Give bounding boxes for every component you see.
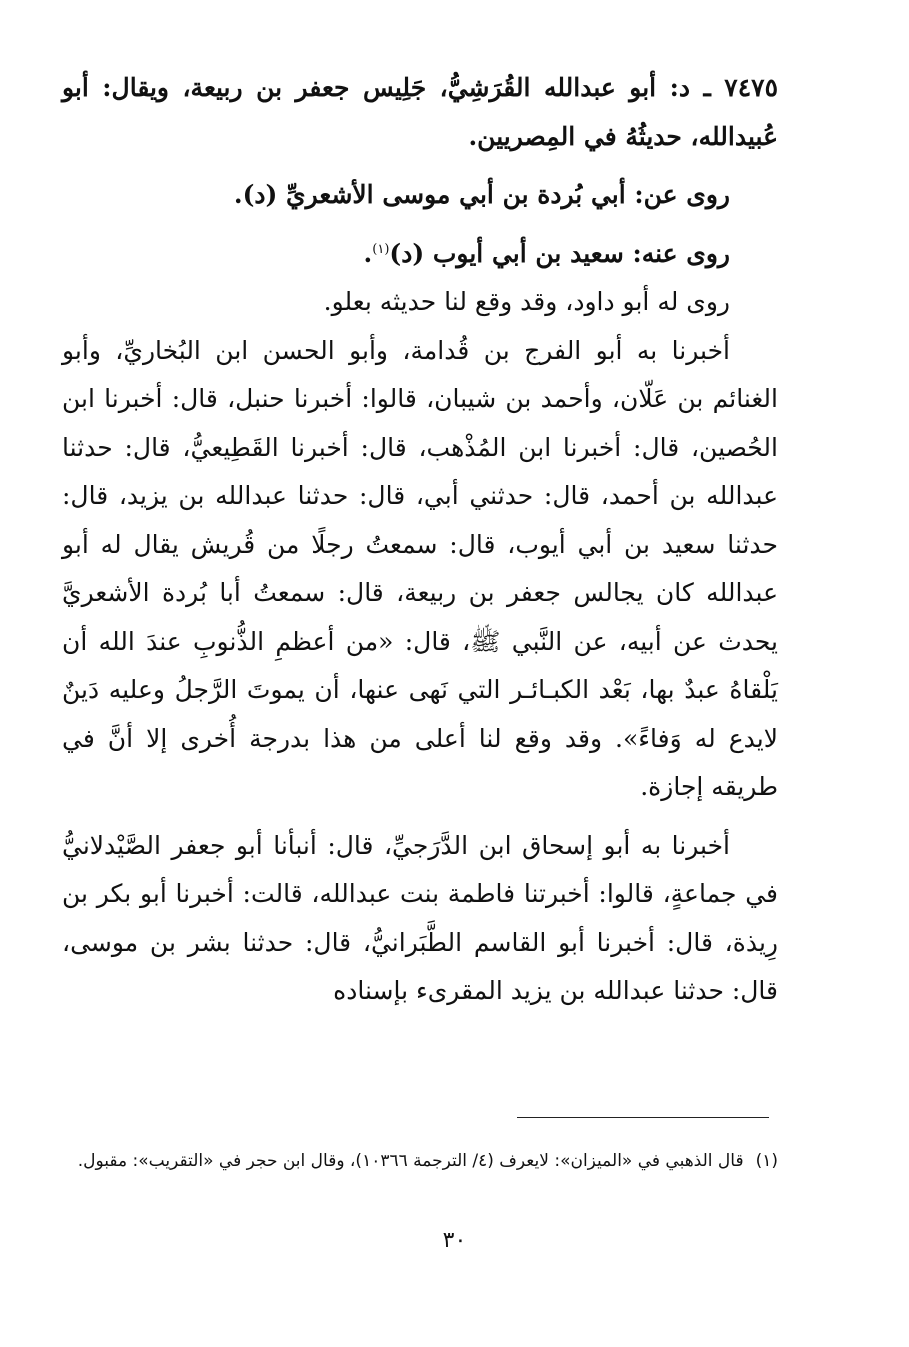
- footnote-text: قال الذهبي في «الميزان»: لايعرف (٤/ الترجمة ١٠٣٦٦)، وقال ابن حجر في «التقريب»: مقبول.: [77, 1151, 744, 1171]
- narrated-by-label: روى عنه:: [632, 238, 730, 268]
- chain-paragraph-1: أخبرنا به أبو الفرج بن قُدامة، وأبو الحسن ابن البُخاريِّ، وأبو الغنائم بن عَلّان، وأحمد بن شيبان، قالوا: أخبرنا حنبل، قال: أخبرنا ابن الحُصين، قال: أخبرنا ابن المُذْهب، قال: أخبرنا القَطِيعيُّ، قال: حدثنا عبدالله بن أحمد، قال: حدثني أبي، قال: حدثنا عبدالله بن يزيد، قال: حدثنا سعيد بن أبي أيوب، قال: سمعتُ رجلًا من قُريش يقال له أبو عبدالله كان يجالس جعفر بن ربيعة، قال: سمعتُ أبا بُردة الأشعريَّ يحدث عن أبيه، عن النَّبي ﷺ، قال: «من أعظمِ الذُّنوبِ عندَ الله أن يَلْقاهُ عبدٌ بها، بَعْد الكبـائـر التي نَهى عنها، أن يموتَ الرَّجلُ وعليه دَينٌ لايدع له وَفاءً». وقد وقع لنا أعلى من هذا بدرجة أُخرى إلا أنَّ في طريقه إجازة.: [62, 335, 778, 801]
- narrated-by-text: سعيد بن أبي أيوب (د): [389, 238, 633, 268]
- chain-paragraph-2: أخبرنا به أبو إسحاق ابن الدَّرَجيِّ، قال: أنبأنا أبو جعفر الصَّيْدلانيُّ في جماعةٍ، قالوا: أخبرتنا فاطمة بنت عبدالله، قالت: أخبرنا أبو بكر بن رِيذة، قال: أخبرنا أبو القاسم الطَّبَرانيُّ، قال: حدثنا بشر بن موسى، قال: حدثنا عبدالله بن يزيد المقرىء بإسناده: [62, 830, 778, 1005]
- footnote: [62, 1145, 778, 1178]
- narrated-by: روى عنه: سعيد بن أبي أيوب (د)$^{(١)}$.: [363, 238, 730, 268]
- footnote-marker: (١): [372, 241, 390, 257]
- transmission-note: روى له أبو داود، وقد وقع لنا حديثه بعلو.: [323, 287, 730, 316]
- entry-heading: ٧٤٧٥ ـ د: أبو عبدالله القُرَشِيُّ، جَلِيس جعفر بن ربيعة، ويقال: أبو عُبيدالله، حديثُهُ في المِصريين.: [62, 73, 778, 151]
- narrated-from-label: روى عن:: [634, 180, 730, 209]
- page-number: ٣٠: [442, 1228, 467, 1253]
- narrated-from-text: أبي بُردة بن أبي موسى الأشعريِّ (د).: [233, 180, 635, 209]
- footnote-number: (١): [755, 1151, 778, 1171]
- narrated-from: [62, 171, 778, 220]
- main-text: [62, 64, 778, 1016]
- footnote-divider: [517, 1117, 769, 1118]
